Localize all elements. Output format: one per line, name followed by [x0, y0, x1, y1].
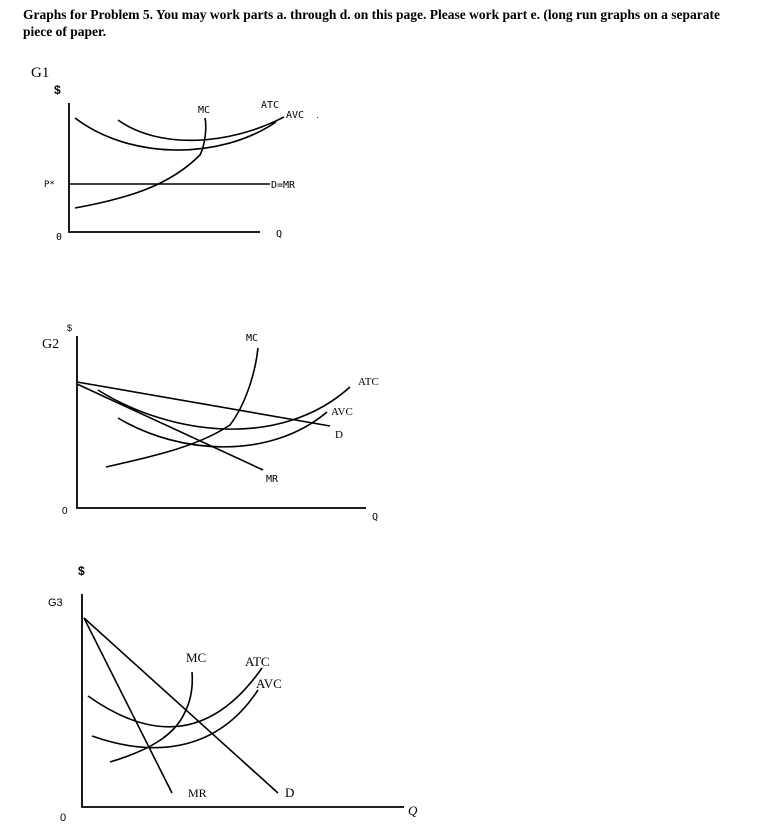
axes — [82, 594, 404, 807]
y-axis-label: $ — [54, 83, 61, 97]
mr-label: MR — [188, 786, 207, 800]
avc-label: AVC — [331, 406, 353, 418]
demand-label: D — [285, 785, 295, 800]
origin-label: 0 — [62, 506, 68, 517]
mc-label: MC — [186, 650, 207, 665]
graph-g3 — [48, 564, 418, 824]
atc-label: ATC — [261, 100, 280, 111]
mr-curve — [77, 384, 263, 470]
mr-label: MR — [266, 474, 279, 485]
demand-label: D — [335, 429, 343, 441]
origin-label: 0 — [56, 232, 63, 243]
mc-curve — [110, 672, 192, 762]
atc-label: ATC — [358, 376, 379, 388]
x-axis-label: Q — [276, 229, 283, 240]
graph-g1 — [31, 65, 319, 243]
mr-curve — [84, 618, 172, 793]
graph-title: G3 — [48, 597, 63, 609]
stray-mark: · — [316, 112, 320, 123]
origin-label: 0 — [60, 812, 67, 824]
demand-mr-label: D=MR — [271, 180, 296, 191]
axes — [77, 336, 366, 508]
y-axis-label: $ — [67, 323, 73, 333]
axes — [69, 103, 260, 232]
atc-curve — [75, 118, 276, 150]
atc-label: ATC — [245, 654, 270, 669]
demand-curve — [84, 618, 278, 793]
problem-instructions: Graphs for Problem 5. You may work parts a. through d. on this page. Please work part e. (long run graphs on a separate piece of paper. — [23, 7, 721, 39]
graph-title: G2 — [42, 337, 60, 352]
price-label: P* — [44, 180, 55, 190]
x-axis-label: Q — [408, 803, 418, 818]
avc-curve — [92, 690, 258, 748]
mc-label: MC — [246, 333, 259, 344]
graph-g2 — [42, 323, 379, 523]
avc-label: AVC — [286, 110, 305, 121]
graph-title: G1 — [31, 65, 50, 81]
avc-curve — [118, 117, 284, 140]
y-axis-label: $ — [78, 564, 85, 578]
x-axis-label: Q — [372, 512, 379, 523]
mc-label: MC — [198, 105, 211, 116]
avc-label: AVC — [256, 676, 282, 691]
